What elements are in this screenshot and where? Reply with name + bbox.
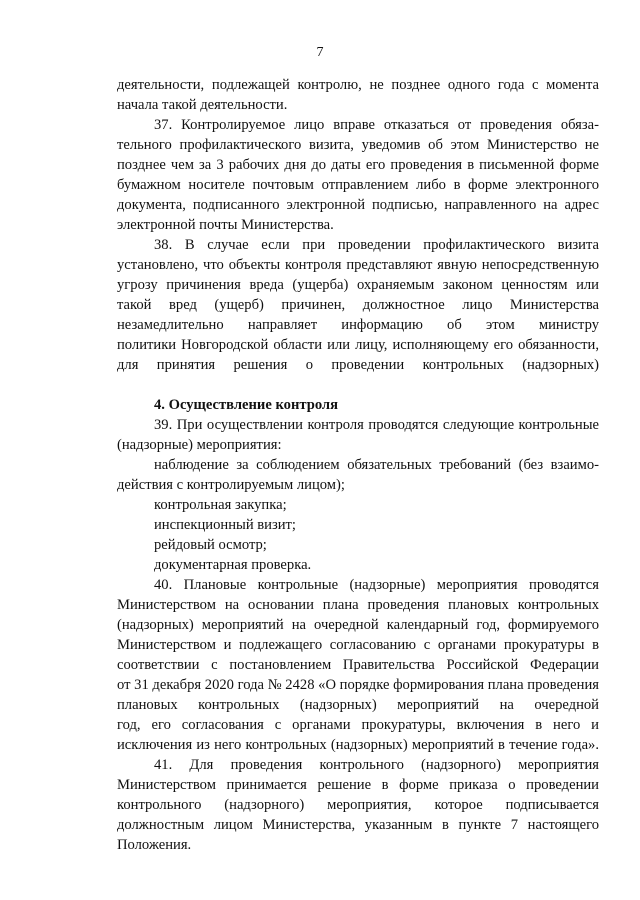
text-line: (надзорных) мероприятий на очередной календарный год, формируемого [117,617,599,633]
text-line: должностным лицом Министерства, указанным в пункте 7 настоящего [117,817,599,833]
text-line [117,375,599,395]
text-line: тельного профилактического визита, уведомив об этом Министерство не [117,137,599,153]
text-line: для принятия решения о проведении контрольных (надзорных) [117,357,599,373]
text-line: позднее чем за 3 рабочих дня до даты его проведения в письменной форме [117,157,599,173]
text-line: контрольного (надзорного) мероприятия, которое подписывается [117,797,599,813]
text-line: угрозу причинения вреда (ущерба) охраняемым законом ценностям или [117,277,599,293]
text-line: деятельности, подлежащей контролю, не позднее одного года с момента [117,77,599,93]
text-line: 39. При осуществлении контроля проводятся следующие контрольные [154,417,599,433]
text-line: документарная проверка. [154,557,312,573]
text-line: установлено, что объекты контроля представляют явную непосредственную [117,257,599,273]
text-line: рейдовый осмотр; [154,537,267,553]
text-line: 41. Для проведения контрольного (надзорного) мероприятия [154,757,599,773]
text-line: плановых контрольных (надзорных) мероприятий на очередной [117,697,599,713]
section-heading: 4. Осуществление контроля [154,397,339,413]
document-body [117,75,599,855]
text-line: соответствии с постановлением Правительства Российской Федерации [117,657,599,673]
text-line: бумажном носителе почтовым отправлением либо в форме электронного [117,177,599,193]
text-line: Министерством принимается решение в форме приказа о проведении [117,777,599,793]
page-number: 7 [316,45,324,60]
text-line: такой вред (ущерб) причинен, должностное лицо Министерства [117,297,599,313]
text-line: Положения. [117,837,192,853]
text-line: электронной почты Министерства. [117,217,334,233]
text-line: инспекционный визит; [154,517,296,533]
text-line: начала такой деятельности. [117,97,288,113]
text-line: незамедлительно направляет информацию об этом министру [117,317,599,333]
text-line: наблюдение за соблюдением обязательных требований (без взаимо- [154,457,599,473]
text-line: Министерством и подлежащего согласованию с органами прокуратуры в [117,637,599,653]
text-line: документа, подписанного электронной подписью, направленного на адрес [117,197,599,213]
text-line: от 31 декабря 2020 года № 2428 «О порядке формирования плана проведения [117,677,599,693]
text-line: 37. Контролируемое лицо вправе отказаться от проведения обяза- [154,117,599,133]
text-line: Министерством на основании плана проведения плановых контрольных [117,597,599,613]
text-line: исключения из него контрольных (надзорных) мероприятий в течение года». [117,737,599,753]
text-line: (надзорные) мероприятия: [117,437,282,453]
text-line: действия с контролируемым лицом); [117,477,345,493]
text-line: политики Новгородской области или лицу, исполняющему его обязанности, [117,337,599,353]
text-line: контрольная закупка; [154,497,287,513]
text-line: 38. В случае если при проведении профилактического визита [154,237,599,253]
text-line: год, его согласования с органами прокуратуры, включения в него и [117,717,599,733]
text-line: 40. Плановые контрольные (надзорные) мероприятия проводятся [154,577,599,593]
